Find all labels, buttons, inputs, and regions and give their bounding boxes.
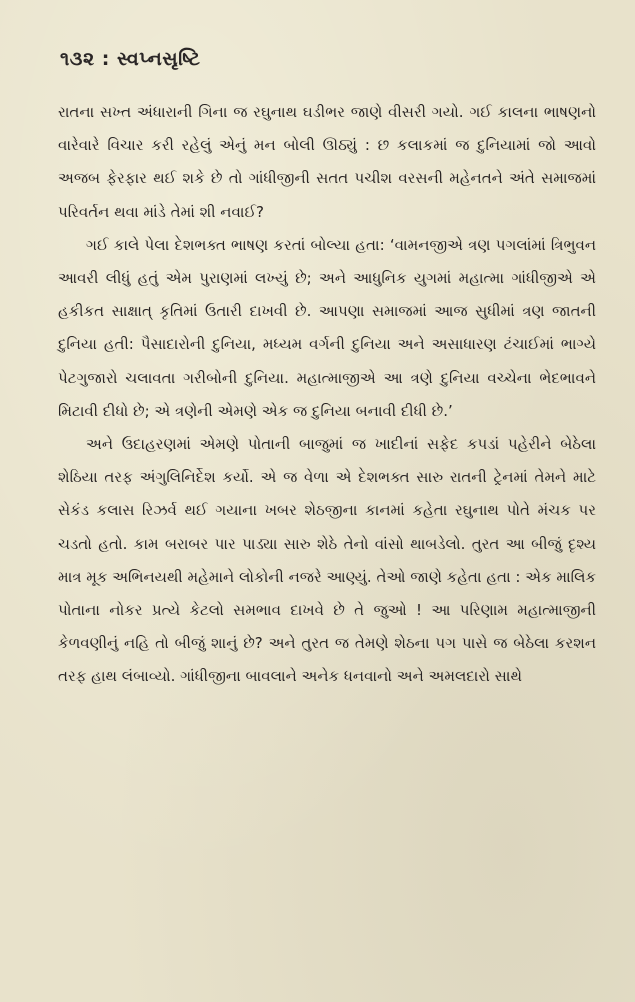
running-head: ૧૩૨ : સ્વપ્નસૃષ્ટિ [60, 48, 201, 70]
paragraph-2: ગઈ કાલે પેલા દેશભક્ત ભાષણ કરતાં બોલ્યા હતા: ‘વામનજીએ ત્રણ પગલાંમાં ત્રિભુવન આવરી લીધું હતું એમ પુરાણમાં લખ્યું છે; અને આધુનિક યુગમાં મહાત્મા ગાંધીજીએ એ હકીકત સાક્ષાત્ કૃતિમાં ઉતારી દાખવી છે. આપણા સમાજમાં આજ સુધીમાં ત્રણ જાતની દુનિયા હતી: પૈસાદારોની દુનિયા, મધ્યમ વર્ગની દુનિયા અને અસાધારણ ટંચાઈમાં ભાગ્યે પેટગુજારો ચલાવતા ગરીબોની દુનિયા. મહાત્માજીએ આ ત્રણે દુનિયા વચ્ચેના ભેદભાવને મિટાવી દીધો છે; એ ત્રણેની એમણે એક જ દુનિયા બનાવી દીધી છે.’ [58, 235, 596, 420]
paragraph-1: રાતના સખ્ત અંધારાની ગિના જ રઘુનાથ ઘડીભર જાણે વીસરી ગયો. ગઈ કાલના ભાષણનો વારેવારે વિચાર કરી રહેલું એનું મન બોલી ઊઠ્યું : છ કલાકમાં જ દુનિયામાં જો આવો અજબ ફેરફાર થઈ શકે છે તો ગાંધીજીની સતત પચીશ વરસની મહેનતને અંતે સમાજમાં પરિવર્તન થવા માંડે તેમાં શી નવાઈ? [58, 103, 596, 221]
paragraph-3: અને ઉદાહરણમાં એમણે પોતાની બાજુમાં જ ખાદીનાં સફેદ કપડાં પહેરીને બેઠેલા શેઠિયા તરફ અંગુલિનિર્દેશ કર્યો. એ જ વેળા એ દેશભક્ત સારુ રાતની ટ્રેનમાં તેમને માટે સેકંડ કલાસ રિઝર્વ થઈ ગયાના ખબર શેઠજીના કાનમાં કહેતા રઘુનાથ પોતે મંચક પર ચડતો હતો. કામ બરાબર પાર પાડ્યા સારુ શેઠે તેનો વાંસો થાબડેલો. તુરત આ બીજું દૃશ્ય માત્ર મૂક અભિનયથી મહેમાને લોકોની નજરે આણ્યું. તેઓ જાણે કહેતા હતા : એક માલિક પોતાના નોકર પ્રત્યે કેટલો સમભાવ દાખવે છે તે જુઓ ! આ પરિણામ મહાત્માજીની કેળવણીનું નહિ તો બીજું શાનું છે? અને તુરત જ તેમણે શેઠના પગ પાસે જ બેઠેલા કરશન તરફ હાથ લંબાવ્યો. ગાંધીજીના બાવલાને અનેક ધનવાનો અને અમલદારો સાથે [58, 435, 596, 686]
body-text [58, 96, 596, 694]
